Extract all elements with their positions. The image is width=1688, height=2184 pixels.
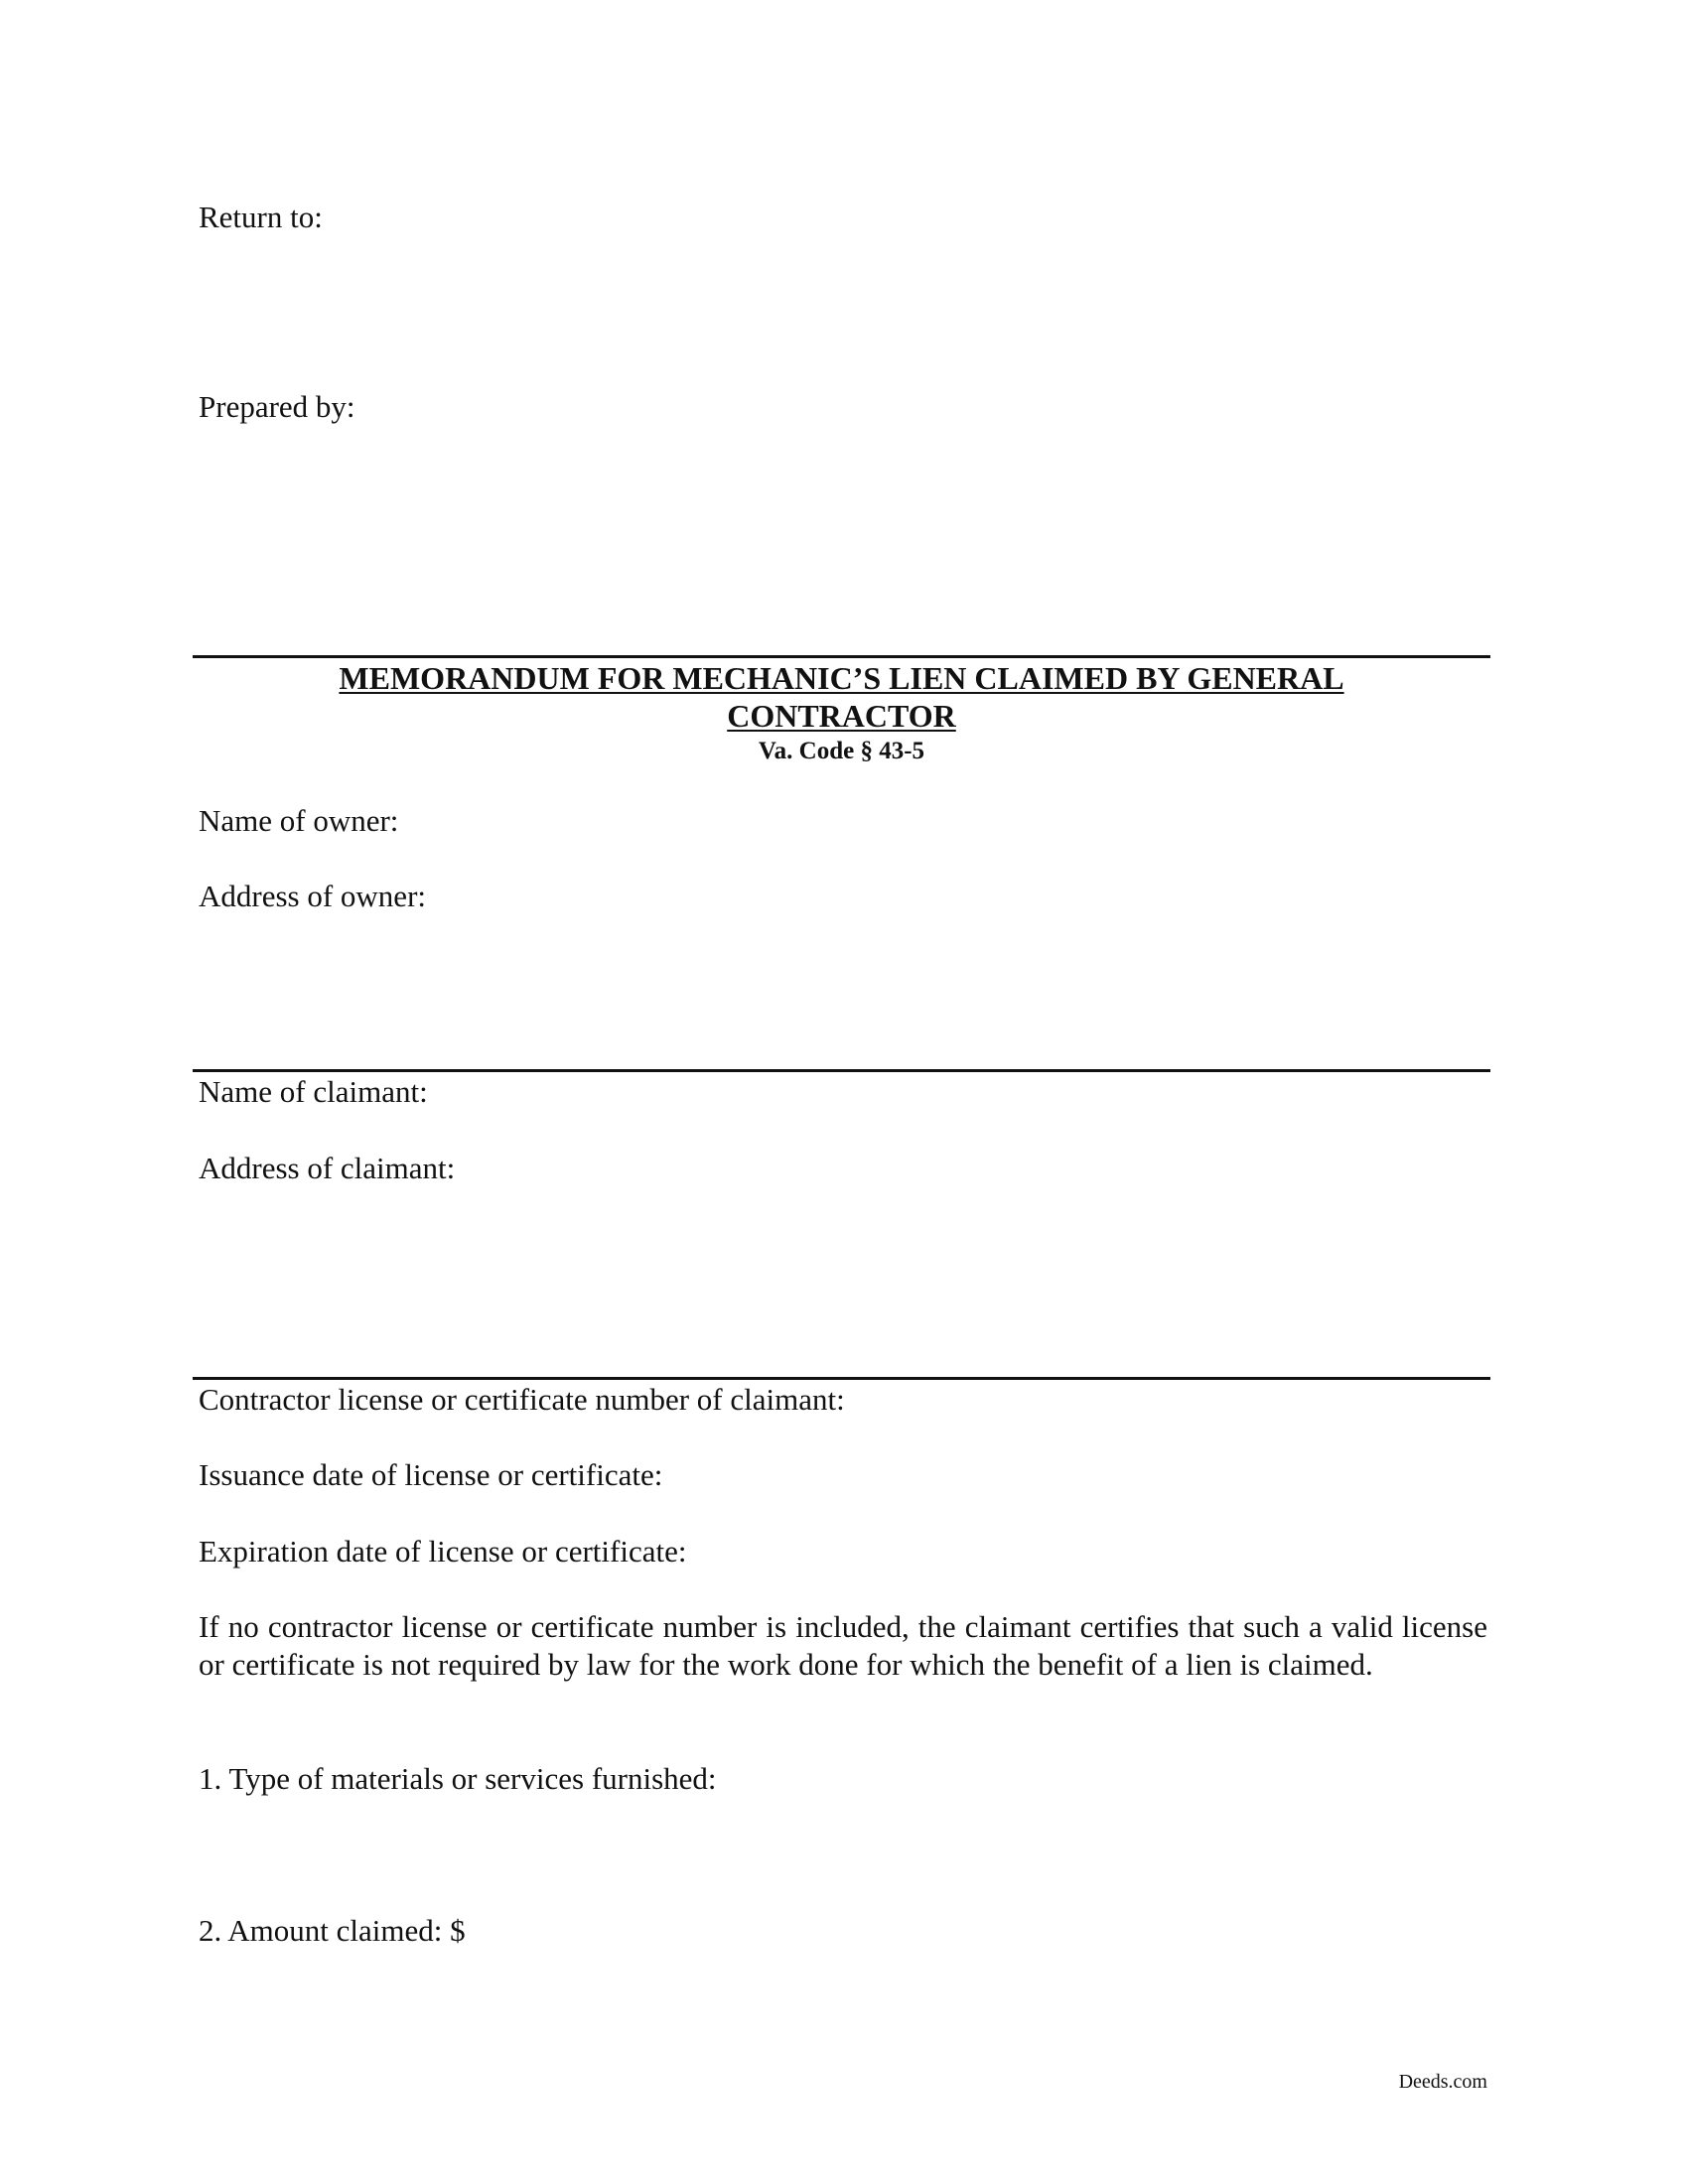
- amount-claimed-label: 2. Amount claimed: $: [199, 1913, 466, 1948]
- return-to-label: Return to:: [199, 200, 323, 234]
- claimant-name-label: Name of claimant:: [199, 1074, 428, 1109]
- document-title-line2: [193, 697, 1490, 735]
- owner-name-label: Name of owner:: [199, 803, 399, 838]
- document-title-line2-text: CONTRACTOR: [727, 698, 956, 734]
- document-title-line1: [193, 659, 1490, 697]
- materials-services-label: 1. Type of materials or services furnished:: [199, 1761, 717, 1796]
- footer-brand: Deeds.com: [1398, 2071, 1487, 2093]
- license-number-label: Contractor license or certificate number of claimant:: [199, 1382, 845, 1417]
- title-top-rule: [193, 655, 1490, 658]
- prepared-by-label: Prepared by:: [199, 389, 355, 424]
- claimant-address-label: Address of claimant:: [199, 1151, 456, 1185]
- code-citation: Va. Code § 43-5: [758, 738, 925, 764]
- owner-address-label: Address of owner:: [199, 879, 427, 913]
- document-title-line1-text: MEMORANDUM FOR MECHANIC’S LIEN CLAIMED BY GENERAL: [339, 660, 1344, 696]
- owner-section-rule: [193, 1069, 1490, 1072]
- claimant-section-rule: [193, 1377, 1490, 1380]
- license-certification-paragraph: If no contractor license or certificate number is included, the claimant certifies that such a valid license or certificate is not required by law for the work done for which the benefit of a lien is claimed.: [199, 1609, 1487, 1682]
- license-expiration-label: Expiration date of license or certificate:: [199, 1534, 687, 1569]
- license-issuance-label: Issuance date of license or certificate:: [199, 1457, 663, 1492]
